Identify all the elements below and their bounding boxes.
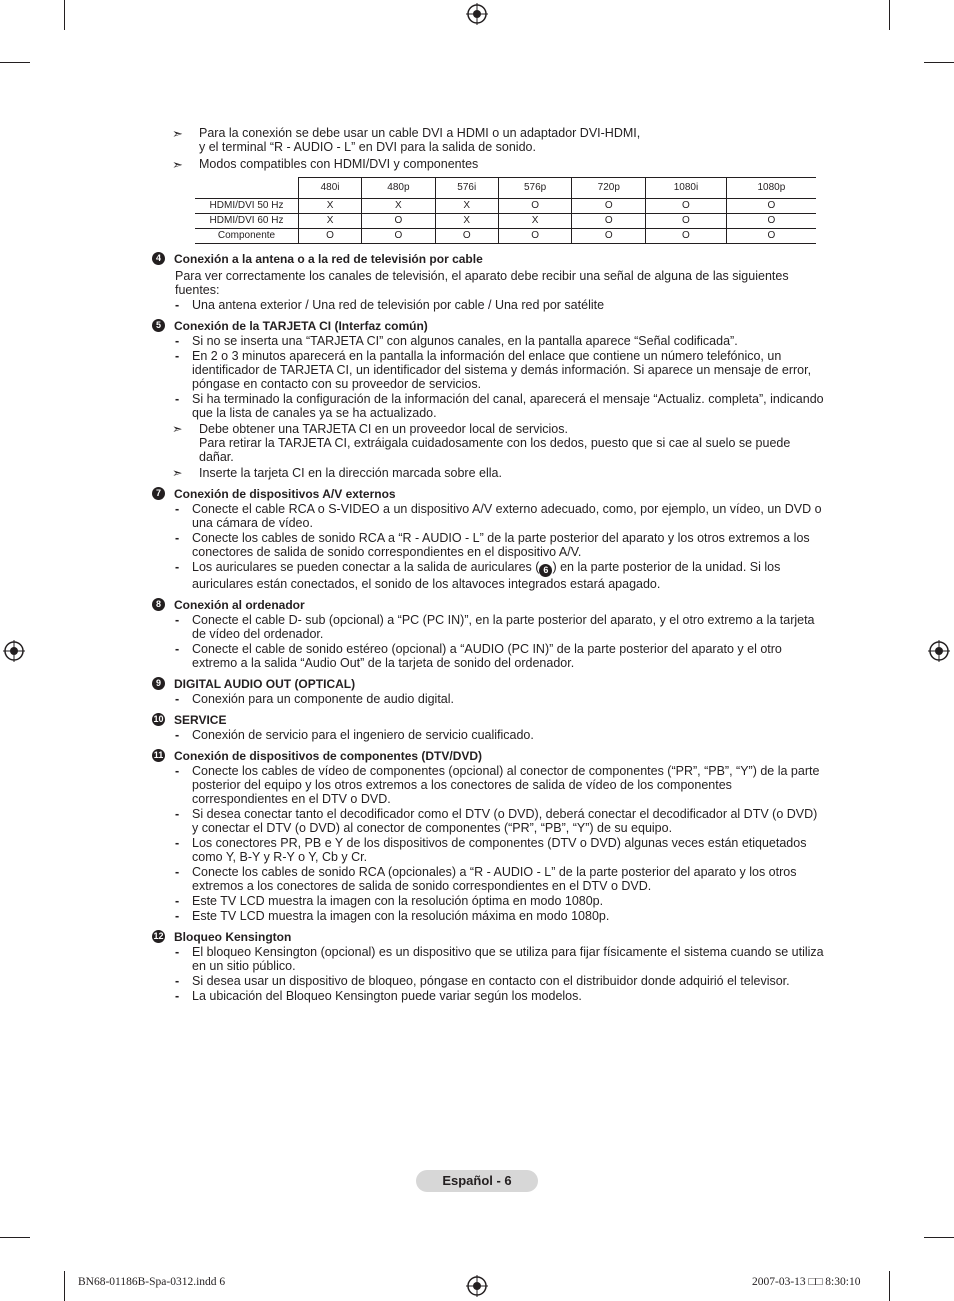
table-cell: O bbox=[726, 229, 816, 244]
table-header-cell: 576i bbox=[435, 178, 498, 199]
section-kensington bbox=[152, 930, 824, 1003]
registration-mark-icon bbox=[466, 3, 488, 25]
crop-mark bbox=[889, 0, 890, 30]
list-item bbox=[152, 502, 824, 530]
headphone-jack-number-badge: 6 bbox=[539, 564, 552, 577]
dash-bullet: - bbox=[175, 692, 180, 706]
crop-mark bbox=[64, 0, 65, 30]
list-item-text: Si desea conectar tanto el decodificador como el DTV (o DVD), deberá conectar el decodificador al DTV (o DVD) y conectar el DTV (o DVD) al conector de componentes (“PR”, “PB”, “Y”) de su equipo. bbox=[192, 807, 818, 835]
table-cell: O bbox=[646, 199, 727, 214]
section-heading bbox=[152, 677, 824, 691]
list-item bbox=[152, 349, 824, 391]
note-line: Inserte la tarjeta CI en la dirección marcada sobre ella. bbox=[199, 466, 502, 480]
list-item bbox=[152, 764, 824, 806]
note-arrow-icon: ➣ bbox=[172, 126, 183, 141]
section-title: Conexión de dispositivos A/V externos bbox=[174, 487, 396, 501]
section-title: DIGITAL AUDIO OUT (OPTICAL) bbox=[174, 677, 356, 691]
section-number-badge: 5 bbox=[152, 319, 165, 332]
footer-file-info: BN68-01186B-Spa-0312.indd 6 bbox=[78, 1276, 226, 1288]
table-header-cell: 480i bbox=[299, 178, 362, 199]
dash-bullet: - bbox=[175, 334, 180, 348]
table-header-cell bbox=[195, 178, 299, 199]
note bbox=[152, 466, 824, 480]
section-heading bbox=[152, 319, 824, 333]
table-cell: O bbox=[572, 229, 646, 244]
section-computer bbox=[152, 598, 824, 670]
crop-mark bbox=[889, 1271, 890, 1301]
section-number-badge: 10 bbox=[153, 714, 164, 724]
list-item-text: Si desea usar un dispositivo de bloqueo, póngase en contacto con el distribuidor donde adquirió el televisor. bbox=[192, 974, 790, 988]
note-line: y el terminal “R - AUDIO - L” en DVI para la salida de sonido. bbox=[199, 140, 536, 154]
list-item-text: Conexión para un componente de audio digital. bbox=[192, 692, 454, 706]
registration-mark-icon bbox=[3, 640, 25, 662]
table-cell: X bbox=[299, 199, 362, 214]
dash-bullet: - bbox=[175, 807, 180, 821]
table-cell: X bbox=[299, 214, 362, 229]
registration-mark-icon bbox=[928, 640, 950, 662]
section-antenna bbox=[152, 252, 824, 312]
list-item bbox=[152, 989, 824, 1003]
crop-mark bbox=[0, 1237, 30, 1238]
list-item-text: Conecte el cable RCA o S-VIDEO a un dispositivo A/V externo adecuado, como, por ejemplo, un vídeo, un DVD o una cámara de vídeo. bbox=[192, 502, 822, 530]
section-heading bbox=[152, 930, 824, 944]
table-cell: O bbox=[726, 199, 816, 214]
list-item-text: Los conectores PR, PB e Y de los dispositivos de componentes (DTV o DVD) algunas veces están etiquetados como Y, B-Y y R-Y o Y, Cb y Cr. bbox=[192, 836, 807, 864]
table-header-cell: 1080i bbox=[646, 178, 727, 199]
section-number-badge: 9 bbox=[152, 677, 165, 690]
list-item bbox=[152, 692, 824, 706]
list-item bbox=[152, 865, 824, 893]
table-cell: O bbox=[299, 229, 362, 244]
table-header-row bbox=[195, 178, 816, 199]
list-item-text: Si no se inserta una “TARJETA CI” con algunos canales, en la pantalla aparece “Señal codificada”. bbox=[192, 334, 738, 348]
list-item bbox=[152, 909, 824, 923]
footer-timestamp: 2007-03-13 □□ 8:30:10 bbox=[752, 1276, 861, 1288]
table-cell: O bbox=[435, 229, 498, 244]
list-item-text: En 2 o 3 minutos aparecerá en la pantalla la información del enlace que contiene un número telefónico, un identificador de TARJETA CI, un identificador del sistema y demás información. Si aparece un mensaje de error, póngase en contacto con su proveedor de servicios. bbox=[192, 349, 812, 391]
table-cell: HDMI/DVI 50 Hz bbox=[195, 199, 299, 214]
dash-bullet: - bbox=[175, 764, 180, 778]
dash-bullet: - bbox=[175, 298, 180, 312]
section-number-badge: 7 bbox=[152, 487, 165, 500]
crop-mark bbox=[924, 62, 954, 63]
list-item-text: Conecte el cable D- sub (opcional) a “PC (PC IN)”, en la parte posterior del aparato, y el otro extremo a la tarjeta de vídeo del ordenador. bbox=[192, 613, 815, 641]
dash-bullet: - bbox=[175, 974, 180, 988]
section-paragraph: Para ver correctamente los canales de televisión, el aparato debe recibir una señal de alguna de las siguientes fuentes: bbox=[175, 269, 789, 297]
section-digital-audio bbox=[152, 677, 824, 706]
section-heading bbox=[152, 598, 824, 612]
page-number-badge: Español - 6 bbox=[416, 1170, 538, 1192]
dash-bullet: - bbox=[175, 642, 180, 656]
table-cell: X bbox=[435, 214, 498, 229]
table-header-cell: 576p bbox=[498, 178, 572, 199]
table-cell: O bbox=[362, 214, 436, 229]
list-item-text: Conecte los cables de sonido RCA a “R - AUDIO - L” de la parte posterior del aparato y los otros extremos a los conectores de salida de sonido correspondientes en el dispositivo A/V. bbox=[192, 531, 810, 559]
dash-bullet: - bbox=[175, 909, 180, 923]
list-item bbox=[152, 945, 824, 973]
section-number-badge: 4 bbox=[152, 252, 165, 265]
table-row bbox=[195, 199, 816, 214]
table-row bbox=[195, 229, 816, 244]
document-body bbox=[152, 126, 824, 1003]
dash-bullet: - bbox=[175, 836, 180, 850]
table-cell: O bbox=[646, 229, 727, 244]
list-item-text: ) en la parte posterior de la unidad. Si los auriculares están conectados, el sonido de los altavoces integrados estará apagado. bbox=[192, 560, 781, 591]
dash-bullet: - bbox=[175, 865, 180, 879]
note bbox=[152, 157, 824, 171]
section-heading bbox=[152, 487, 824, 501]
list-item-text: Conexión de servicio para el ingeniero de servicio cualificado. bbox=[192, 728, 534, 742]
section-title: SERVICE bbox=[174, 713, 227, 727]
section-title: Bloqueo Kensington bbox=[174, 930, 292, 944]
table-cell: O bbox=[572, 214, 646, 229]
note bbox=[152, 126, 824, 154]
list-item bbox=[152, 531, 824, 559]
dash-bullet: - bbox=[175, 531, 180, 545]
list-item-text: Conecte los cables de sonido RCA (opcionales) a “R - AUDIO - L” de la parte posterior del aparato y los otros extremos a los conectores de salida de sonido correspondientes en el DTV o DVD. bbox=[192, 865, 797, 893]
list-item bbox=[152, 613, 824, 641]
list-item bbox=[152, 894, 824, 908]
note-line: Debe obtener una TARJETA CI en un proveedor local de servicios. bbox=[199, 422, 568, 436]
note-line: Para la conexión se debe usar un cable DVI a HDMI o un adaptador DVI-HDMI, bbox=[199, 126, 641, 140]
table-header-cell: 720p bbox=[572, 178, 646, 199]
note-arrow-icon: ➣ bbox=[172, 422, 183, 436]
table-cell: O bbox=[498, 199, 572, 214]
registration-mark-icon bbox=[466, 1275, 488, 1297]
section-title: Conexión de dispositivos de componentes (DTV/DVD) bbox=[174, 749, 483, 763]
table-header-cell: 1080p bbox=[726, 178, 816, 199]
list-item-text: Los auriculares se pueden conectar a la salida de auriculares ( bbox=[192, 560, 540, 574]
list-item bbox=[152, 334, 824, 348]
dash-bullet: - bbox=[175, 560, 180, 574]
section-number-badge: 11 bbox=[153, 750, 164, 760]
section-av-devices bbox=[152, 487, 824, 591]
list-item bbox=[152, 298, 824, 312]
section-heading bbox=[152, 713, 824, 727]
list-item-text: Este TV LCD muestra la imagen con la resolución máxima en modo 1080p. bbox=[192, 909, 610, 923]
list-item-text: El bloqueo Kensington (opcional) es un dispositivo que se utiliza para fijar físicamente el sistema cuando se utiliza en un sitio público. bbox=[192, 945, 824, 973]
crop-mark bbox=[64, 1271, 65, 1301]
list-item-text: Si ha terminado la configuración de la información del canal, aparecerá el mensaje “Actualiz. completa”, indicando que la lista de canales ya se ha actualizado. bbox=[192, 392, 824, 420]
table-cell: X bbox=[498, 214, 572, 229]
list-item bbox=[152, 642, 824, 670]
list-item bbox=[152, 974, 824, 988]
section-ci-card bbox=[152, 319, 824, 480]
list-item bbox=[152, 728, 824, 742]
section-title: Conexión a la antena o a la red de televisión por cable bbox=[174, 252, 483, 266]
note-line: Para retirar la TARJETA CI, extráigala cuidadosamente con los dedos, puesto que si cae al suelo se puede dañar. bbox=[199, 436, 791, 464]
table-cell: Componente bbox=[195, 229, 299, 244]
list-item bbox=[152, 560, 824, 591]
dash-bullet: - bbox=[175, 894, 180, 908]
section-heading bbox=[152, 252, 824, 266]
note bbox=[152, 422, 824, 464]
dash-bullet: - bbox=[175, 945, 180, 959]
crop-mark bbox=[924, 1237, 954, 1238]
table-cell: O bbox=[646, 214, 727, 229]
note-arrow-icon: ➣ bbox=[172, 466, 183, 480]
compatible-modes-table bbox=[195, 177, 816, 244]
list-item-text: La ubicación del Bloqueo Kensington puede variar según los modelos. bbox=[192, 989, 582, 1003]
table-cell: X bbox=[362, 199, 436, 214]
table-cell: X bbox=[435, 199, 498, 214]
dash-bullet: - bbox=[175, 349, 180, 363]
list-item-text: Este TV LCD muestra la imagen con la resolución óptima en modo 1080p. bbox=[192, 894, 604, 908]
table-cell: O bbox=[572, 199, 646, 214]
dash-bullet: - bbox=[175, 392, 180, 406]
table-cell: O bbox=[726, 214, 816, 229]
table-header-cell: 480p bbox=[362, 178, 436, 199]
dash-bullet: - bbox=[175, 502, 180, 516]
table-cell: O bbox=[362, 229, 436, 244]
list-item-text: Conecte los cables de vídeo de componentes (opcional) al conector de componentes (“PR”, “PB”, “Y”) de la parte posterior del equipo y los otros extremos a los conectores de salida de vídeo de los componentes correspondientes en el DTV o DVD. bbox=[192, 764, 820, 806]
note-line: Modos compatibles con HDMI/DVI y componentes bbox=[199, 157, 479, 171]
table-row bbox=[195, 214, 816, 229]
dash-bullet: - bbox=[175, 989, 180, 1003]
list-item bbox=[152, 836, 824, 864]
section-heading bbox=[152, 749, 824, 763]
dash-bullet: - bbox=[175, 613, 180, 627]
crop-mark bbox=[0, 62, 30, 63]
table-cell: HDMI/DVI 60 Hz bbox=[195, 214, 299, 229]
section-title: Conexión de la TARJETA CI (Interfaz común) bbox=[174, 319, 428, 333]
list-item-text: Conecte el cable de sonido estéreo (opcional) a “AUDIO (PC IN)” de la parte posterior del aparato y el otro extremo a la salida “Audio Out” de la tarjeta de sonido del ordenador. bbox=[192, 642, 782, 670]
table-cell: O bbox=[498, 229, 572, 244]
dash-bullet: - bbox=[175, 728, 180, 742]
note-arrow-icon: ➣ bbox=[172, 157, 183, 172]
section-components bbox=[152, 749, 824, 923]
list-item bbox=[152, 392, 824, 420]
list-item bbox=[152, 807, 824, 835]
section-service bbox=[152, 713, 824, 742]
section-number-badge: 8 bbox=[152, 598, 165, 611]
section-number-badge: 12 bbox=[153, 931, 164, 941]
list-item-text: Una antena exterior / Una red de televisión por cable / Una red por satélite bbox=[192, 298, 605, 312]
section-title: Conexión al ordenador bbox=[174, 598, 305, 612]
